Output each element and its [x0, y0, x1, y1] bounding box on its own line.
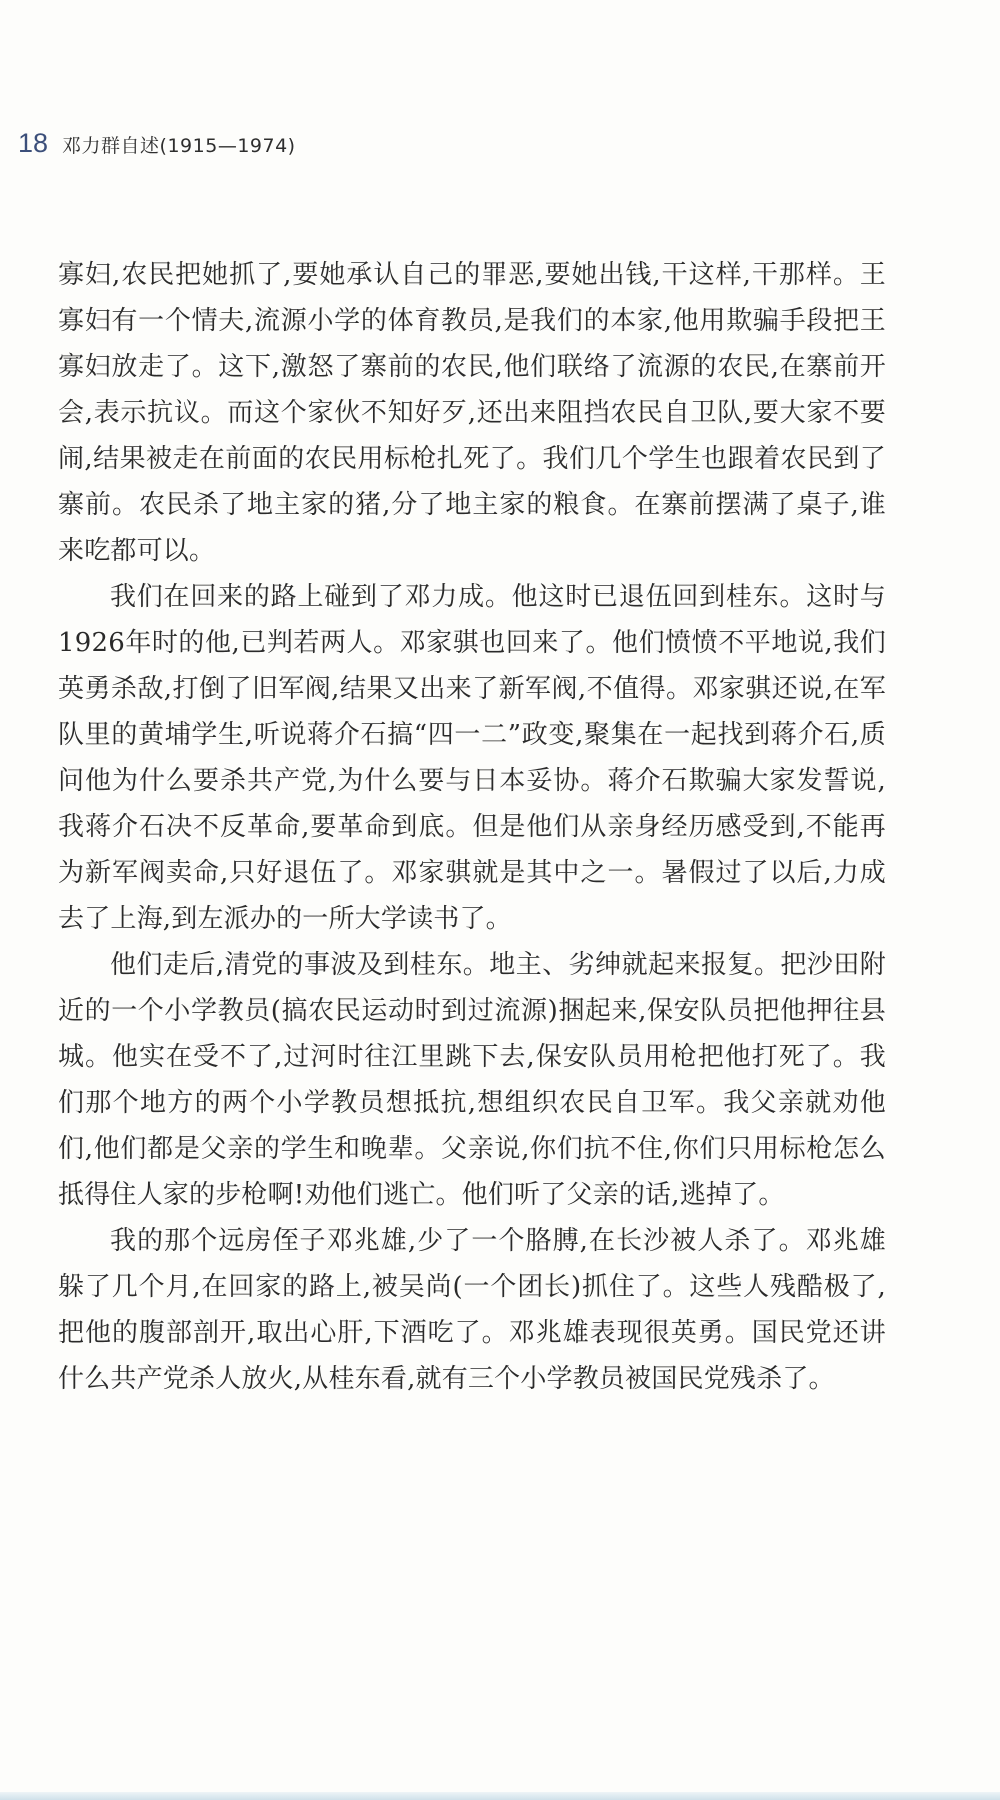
- running-title: 邓力群自述(1915—1974): [62, 135, 296, 157]
- paragraph: 我们在回来的路上碰到了邓力成。他这时已退伍回到桂东。这时与1926年时的他,已判若两人。邓家骐也回来了。他们愤愤不平地说,我们英勇杀敌,打倒了旧军阀,结果又出来了新军阀,不值得。邓家骐还说,在军队里的黄埔学生,听说蒋介石搞“四一二”政变,聚集在一起找到蒋介石,质问他为什么要杀共产党,为什么要与日本妥协。蒋介石欺骗大家发誓说,我蒋介石决不反革命,要革命到底。但是他们从亲身经历感受到,不能再为新军阀卖命,只好退伍了。邓家骐就是其中之一。暑假过了以后,力成去了上海,到左派办的一所大学读书了。: [58, 582, 887, 934]
- page-header: [18, 128, 296, 159]
- paragraph: 我的那个远房侄子邓兆雄,少了一个胳膊,在长沙被人杀了。邓兆雄躲了几个月,在回家的路上,被吴尚(一个团长)抓住了。这些人残酷极了,把他的腹部剖开,取出心肝,下酒吃了。邓兆雄表现很英勇。国民党还讲什么共产党杀人放火,从桂东看,就有三个小学教员被国民党残杀了。: [58, 1226, 886, 1394]
- page-number: 18: [18, 128, 49, 158]
- paragraph: 他们走后,清党的事波及到桂东。地主、劣绅就起来报复。把沙田附近的一个小学教员(搞农民运动时到过流源)捆起来,保安队员把他押往县城。他实在受不了,过河时往江里跳下去,保安队员用枪把他打死了。我们那个地方的两个小学教员想抵抗,想组织农民自卫军。我父亲就劝他们,他们都是父亲的学生和晚辈。父亲说,你们抗不住,你们只用标枪怎么抵得住人家的步枪啊!劝他们逃亡。他们听了父亲的话,逃掉了。: [58, 950, 886, 1210]
- body-text: [58, 252, 886, 1402]
- paragraph-continued: 寡妇,农民把她抓了,要她承认自己的罪恶,要她出钱,干这样,干那样。王寡妇有一个情夫,流源小学的体育教员,是我们的本家,他用欺骗手段把王寡妇放走了。这下,激怒了寨前的农民,他们联络了流源的农民,在寨前开会,表示抗议。而这个家伙不知好歹,还出来阻挡农民自卫队,要大家不要闹,结果被走在前面的农民用标枪扎死了。我们几个学生也跟着农民到了寨前。农民杀了地主家的猪,分了地主家的粮食。在寨前摆满了桌子,谁来吃都可以。: [58, 260, 886, 566]
- page-edge: [0, 1792, 1000, 1800]
